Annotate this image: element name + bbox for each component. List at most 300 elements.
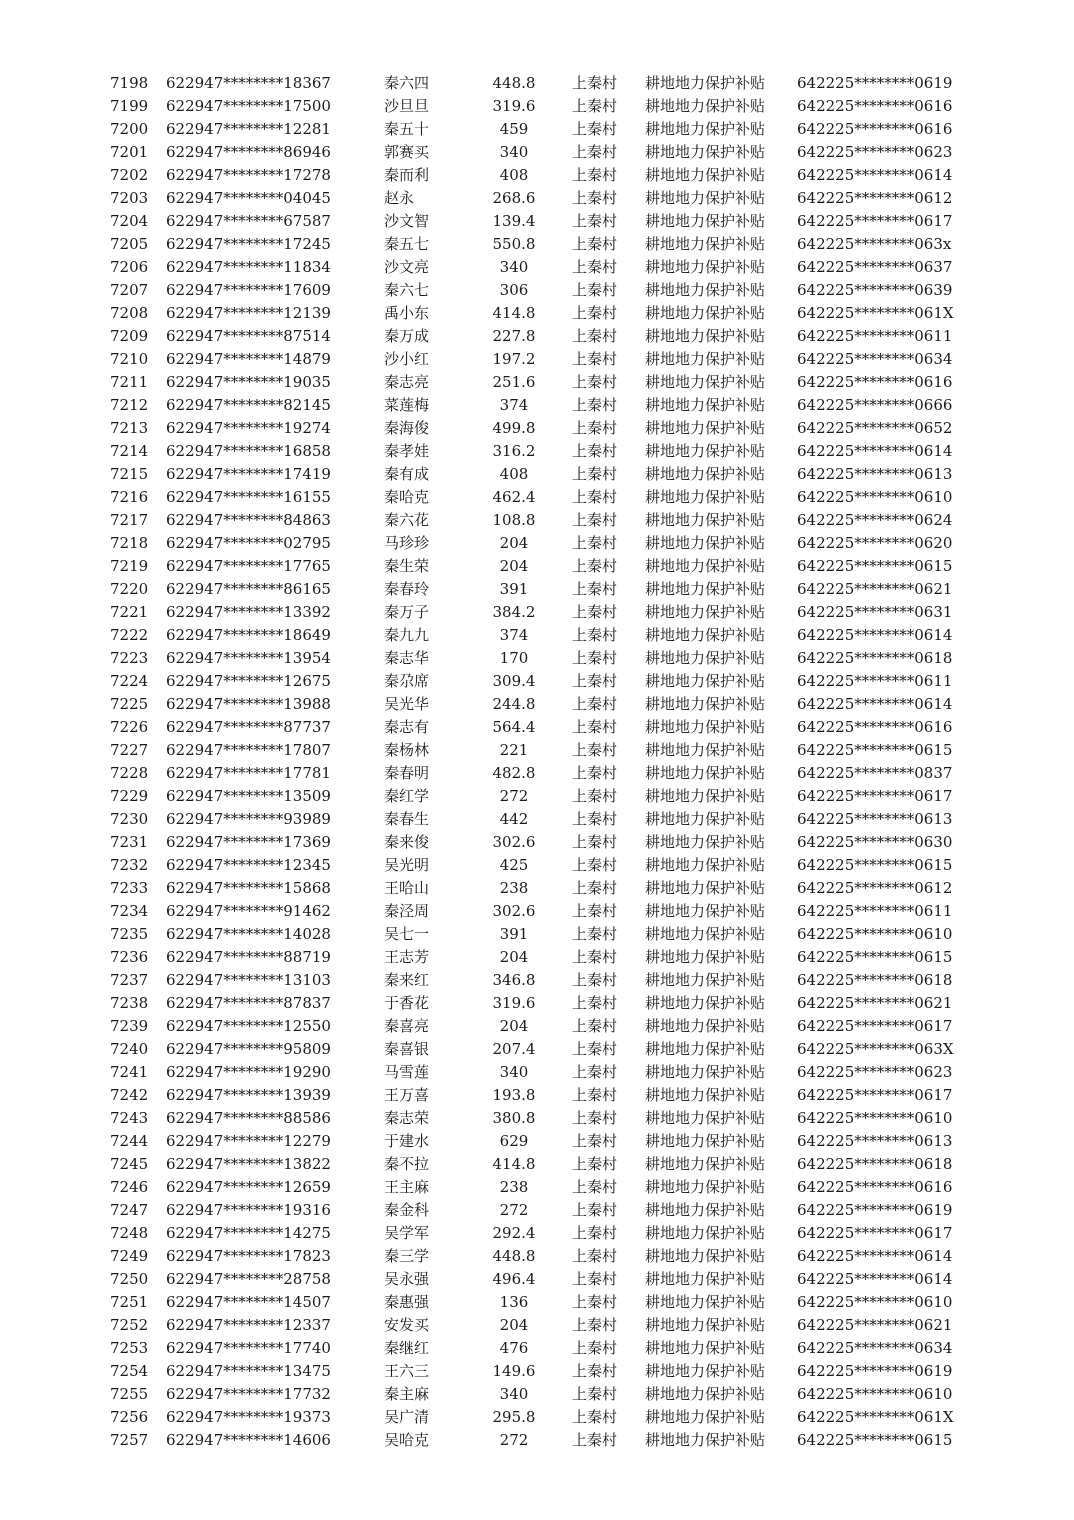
subsidy-amount: 442 bbox=[499, 810, 529, 828]
village: 上秦村 bbox=[572, 1201, 618, 1219]
village: 上秦村 bbox=[572, 1270, 618, 1288]
recipient-name: 秦泾周 bbox=[384, 902, 430, 920]
subsidy-type: 耕地地力保护补贴 bbox=[645, 281, 766, 299]
subsidy-type: 耕地地力保护补贴 bbox=[645, 373, 766, 391]
village: 上秦村 bbox=[572, 603, 618, 621]
recipient-name: 吴光华 bbox=[384, 695, 430, 713]
row-number: 7246 bbox=[110, 1178, 149, 1196]
subsidy-amount: 340 bbox=[499, 1063, 529, 1081]
bank-account: 622947********17609 bbox=[166, 281, 331, 299]
subsidy-type: 耕地地力保护补贴 bbox=[645, 1339, 766, 1357]
table-row bbox=[0, 95, 1074, 118]
subsidy-amount: 272 bbox=[499, 1431, 529, 1449]
recipient-name: 菜莲梅 bbox=[384, 396, 430, 414]
subsidy-type: 耕地地力保护补贴 bbox=[645, 925, 766, 943]
recipient-name: 吴永强 bbox=[384, 1270, 430, 1288]
village: 上秦村 bbox=[572, 994, 618, 1012]
subsidy-amount: 340 bbox=[499, 258, 529, 276]
id-number: 642225********0618 bbox=[797, 971, 953, 989]
recipient-name: 秦万子 bbox=[384, 603, 430, 621]
row-number: 7257 bbox=[110, 1431, 149, 1449]
village: 上秦村 bbox=[572, 649, 618, 667]
row-number: 7202 bbox=[110, 166, 149, 184]
id-number: 642225********061X bbox=[797, 1408, 954, 1426]
village: 上秦村 bbox=[572, 1293, 618, 1311]
bank-account: 622947********17369 bbox=[166, 833, 331, 851]
subsidy-type: 耕地地力保护补贴 bbox=[645, 212, 766, 230]
recipient-name: 禹小东 bbox=[384, 304, 430, 322]
subsidy-type: 耕地地力保护补贴 bbox=[645, 695, 766, 713]
id-number: 642225********063X bbox=[797, 1040, 954, 1058]
row-number: 7215 bbox=[110, 465, 149, 483]
bank-account: 622947********12139 bbox=[166, 304, 331, 322]
subsidy-type: 耕地地力保护补贴 bbox=[645, 258, 766, 276]
bank-account: 622947********88586 bbox=[166, 1109, 331, 1127]
recipient-name: 秦孝娃 bbox=[384, 442, 430, 460]
row-number: 7253 bbox=[110, 1339, 149, 1357]
subsidy-amount: 207.4 bbox=[492, 1040, 536, 1058]
village: 上秦村 bbox=[572, 695, 618, 713]
id-number: 642225********0837 bbox=[797, 764, 953, 782]
bank-account: 622947********82145 bbox=[166, 396, 331, 414]
table-row bbox=[0, 624, 1074, 647]
row-number: 7214 bbox=[110, 442, 149, 460]
subsidy-amount: 204 bbox=[499, 534, 529, 552]
row-number: 7217 bbox=[110, 511, 149, 529]
subsidy-amount: 204 bbox=[499, 1316, 529, 1334]
table-row bbox=[0, 716, 1074, 739]
village: 上秦村 bbox=[572, 419, 618, 437]
village: 上秦村 bbox=[572, 1086, 618, 1104]
subsidy-type: 耕地地力保护补贴 bbox=[645, 1362, 766, 1380]
village: 上秦村 bbox=[572, 580, 618, 598]
row-number: 7254 bbox=[110, 1362, 149, 1380]
row-number: 7251 bbox=[110, 1293, 149, 1311]
recipient-name: 吴广清 bbox=[384, 1408, 430, 1426]
row-number: 7218 bbox=[110, 534, 149, 552]
bank-account: 622947********17500 bbox=[166, 97, 331, 115]
id-number: 642225********0616 bbox=[797, 373, 953, 391]
village: 上秦村 bbox=[572, 810, 618, 828]
row-number: 7200 bbox=[110, 120, 149, 138]
subsidy-amount: 374 bbox=[499, 626, 529, 644]
recipient-name: 沙小红 bbox=[384, 350, 430, 368]
table-row bbox=[0, 187, 1074, 210]
recipient-name: 秦惠强 bbox=[384, 1293, 430, 1311]
id-number: 642225********0652 bbox=[797, 419, 953, 437]
id-number: 642225********0612 bbox=[797, 879, 953, 897]
subsidy-type: 耕地地力保护补贴 bbox=[645, 235, 766, 253]
row-number: 7198 bbox=[110, 74, 149, 92]
subsidy-type: 耕地地力保护补贴 bbox=[645, 350, 766, 368]
table-row bbox=[0, 831, 1074, 854]
bank-account: 622947********18649 bbox=[166, 626, 331, 644]
row-number: 7227 bbox=[110, 741, 149, 759]
subsidy-type: 耕地地力保护补贴 bbox=[645, 1431, 766, 1449]
subsidy-amount: 448.8 bbox=[492, 74, 536, 92]
subsidy-type: 耕地地力保护补贴 bbox=[645, 189, 766, 207]
bank-account: 622947********18367 bbox=[166, 74, 331, 92]
id-number: 642225********0617 bbox=[797, 1017, 953, 1035]
subsidy-type: 耕地地力保护补贴 bbox=[645, 948, 766, 966]
recipient-name: 吴七一 bbox=[384, 925, 430, 943]
table-row bbox=[0, 1291, 1074, 1314]
subsidy-amount: 227.8 bbox=[492, 327, 536, 345]
recipient-name: 吴学军 bbox=[384, 1224, 430, 1242]
row-number: 7228 bbox=[110, 764, 149, 782]
id-number: 642225********0616 bbox=[797, 97, 953, 115]
subsidy-amount: 425 bbox=[499, 856, 529, 874]
recipient-name: 秦杨林 bbox=[384, 741, 430, 759]
village: 上秦村 bbox=[572, 1063, 618, 1081]
recipient-name: 马雪莲 bbox=[384, 1063, 430, 1081]
id-number: 642225********0611 bbox=[797, 672, 953, 690]
subsidy-amount: 197.2 bbox=[492, 350, 536, 368]
id-number: 642225********0611 bbox=[797, 902, 953, 920]
bank-account: 622947********12279 bbox=[166, 1132, 331, 1150]
subsidy-amount: 482.8 bbox=[492, 764, 536, 782]
recipient-name: 秦不拉 bbox=[384, 1155, 430, 1173]
subsidy-amount: 108.8 bbox=[492, 511, 536, 529]
recipient-name: 秦六七 bbox=[384, 281, 430, 299]
recipient-name: 秦红学 bbox=[384, 787, 430, 805]
bank-account: 622947********13939 bbox=[166, 1086, 331, 1104]
recipient-name: 王志芳 bbox=[384, 948, 430, 966]
table-row bbox=[0, 877, 1074, 900]
recipient-name: 秦而利 bbox=[384, 166, 430, 184]
village: 上秦村 bbox=[572, 1178, 618, 1196]
id-number: 642225********0619 bbox=[797, 1362, 953, 1380]
subsidy-amount: 204 bbox=[499, 948, 529, 966]
village: 上秦村 bbox=[572, 465, 618, 483]
table-row bbox=[0, 509, 1074, 532]
table-row bbox=[0, 348, 1074, 371]
village: 上秦村 bbox=[572, 212, 618, 230]
subsidy-amount: 414.8 bbox=[492, 1155, 536, 1173]
id-number: 642225********0610 bbox=[797, 1109, 953, 1127]
row-number: 7216 bbox=[110, 488, 149, 506]
row-number: 7210 bbox=[110, 350, 149, 368]
row-number: 7233 bbox=[110, 879, 149, 897]
subsidy-amount: 238 bbox=[499, 1178, 529, 1196]
subsidy-type: 耕地地力保护补贴 bbox=[645, 1132, 766, 1150]
id-number: 642225********0614 bbox=[797, 442, 953, 460]
bank-account: 622947********17278 bbox=[166, 166, 331, 184]
table-row bbox=[0, 1360, 1074, 1383]
row-number: 7245 bbox=[110, 1155, 149, 1173]
subsidy-type: 耕地地力保护补贴 bbox=[645, 1178, 766, 1196]
row-number: 7248 bbox=[110, 1224, 149, 1242]
village: 上秦村 bbox=[572, 741, 618, 759]
bank-account: 622947********67587 bbox=[166, 212, 331, 230]
recipient-name: 秦春玲 bbox=[384, 580, 430, 598]
village: 上秦村 bbox=[572, 1431, 618, 1449]
subsidy-amount: 448.8 bbox=[492, 1247, 536, 1265]
id-number: 642225********0637 bbox=[797, 258, 953, 276]
bank-account: 622947********16155 bbox=[166, 488, 331, 506]
recipient-name: 赵永 bbox=[384, 189, 415, 207]
subsidy-type: 耕地地力保护补贴 bbox=[645, 1270, 766, 1288]
village: 上秦村 bbox=[572, 1362, 618, 1380]
recipient-name: 郭赛买 bbox=[384, 143, 430, 161]
table-row bbox=[0, 1153, 1074, 1176]
id-number: 642225********0615 bbox=[797, 741, 953, 759]
bank-account: 622947********14275 bbox=[166, 1224, 331, 1242]
table-row bbox=[0, 969, 1074, 992]
village: 上秦村 bbox=[572, 120, 618, 138]
village: 上秦村 bbox=[572, 1385, 618, 1403]
village: 上秦村 bbox=[572, 97, 618, 115]
id-number: 642225********0616 bbox=[797, 1178, 953, 1196]
recipient-name: 王万喜 bbox=[384, 1086, 430, 1104]
recipient-name: 秦五十 bbox=[384, 120, 430, 138]
id-number: 642225********0624 bbox=[797, 511, 953, 529]
row-number: 7252 bbox=[110, 1316, 149, 1334]
table-row bbox=[0, 1130, 1074, 1153]
table-row bbox=[0, 1429, 1074, 1452]
table-row bbox=[0, 854, 1074, 877]
table-row bbox=[0, 923, 1074, 946]
bank-account: 622947********17419 bbox=[166, 465, 331, 483]
subsidy-type: 耕地地力保护补贴 bbox=[645, 465, 766, 483]
row-number: 7241 bbox=[110, 1063, 149, 1081]
subsidy-amount: 564.4 bbox=[492, 718, 536, 736]
recipient-name: 吴光明 bbox=[384, 856, 430, 874]
bank-account: 622947********04045 bbox=[166, 189, 331, 207]
recipient-name: 秦来俊 bbox=[384, 833, 430, 851]
subsidy-amount: 319.6 bbox=[492, 97, 536, 115]
table-row bbox=[0, 739, 1074, 762]
subsidy-type: 耕地地力保护补贴 bbox=[645, 649, 766, 667]
village: 上秦村 bbox=[572, 1224, 618, 1242]
subsidy-amount: 272 bbox=[499, 787, 529, 805]
subsidy-type: 耕地地力保护补贴 bbox=[645, 1224, 766, 1242]
id-number: 642225********0613 bbox=[797, 810, 953, 828]
recipient-name: 秦喜银 bbox=[384, 1040, 430, 1058]
village: 上秦村 bbox=[572, 304, 618, 322]
table-row bbox=[0, 946, 1074, 969]
bank-account: 622947********88719 bbox=[166, 948, 331, 966]
subsidy-amount: 319.6 bbox=[492, 994, 536, 1012]
table-row bbox=[0, 1383, 1074, 1406]
recipient-name: 吴哈克 bbox=[384, 1431, 430, 1449]
subsidy-type: 耕地地力保护补贴 bbox=[645, 327, 766, 345]
subsidy-type: 耕地地力保护补贴 bbox=[645, 1293, 766, 1311]
bank-account: 622947********14606 bbox=[166, 1431, 331, 1449]
bank-account: 622947********17732 bbox=[166, 1385, 331, 1403]
subsidy-type: 耕地地力保护补贴 bbox=[645, 120, 766, 138]
bank-account: 622947********17245 bbox=[166, 235, 331, 253]
recipient-name: 秦六花 bbox=[384, 511, 430, 529]
village: 上秦村 bbox=[572, 948, 618, 966]
subsidy-amount: 193.8 bbox=[492, 1086, 536, 1104]
id-number: 642225********0614 bbox=[797, 695, 953, 713]
subsidy-amount: 139.4 bbox=[492, 212, 536, 230]
row-number: 7219 bbox=[110, 557, 149, 575]
subsidy-amount: 292.4 bbox=[492, 1224, 536, 1242]
recipient-name: 秦春生 bbox=[384, 810, 430, 828]
table-row bbox=[0, 72, 1074, 95]
village: 上秦村 bbox=[572, 327, 618, 345]
subsidy-type: 耕地地力保护补贴 bbox=[645, 994, 766, 1012]
village: 上秦村 bbox=[572, 1109, 618, 1127]
subsidy-amount: 550.8 bbox=[492, 235, 536, 253]
row-number: 7232 bbox=[110, 856, 149, 874]
table-row bbox=[0, 1245, 1074, 1268]
subsidy-type: 耕地地力保护补贴 bbox=[645, 396, 766, 414]
id-number: 642225********0621 bbox=[797, 994, 953, 1012]
table-row bbox=[0, 394, 1074, 417]
village: 上秦村 bbox=[572, 764, 618, 782]
id-number: 642225********0621 bbox=[797, 580, 953, 598]
subsidy-amount: 204 bbox=[499, 557, 529, 575]
recipient-name: 秦海俊 bbox=[384, 419, 430, 437]
bank-account: 622947********86946 bbox=[166, 143, 331, 161]
recipient-name: 秦五七 bbox=[384, 235, 430, 253]
id-number: 642225********0611 bbox=[797, 327, 953, 345]
table-row bbox=[0, 440, 1074, 463]
subsidy-type: 耕地地力保护补贴 bbox=[645, 764, 766, 782]
id-number: 642225********0616 bbox=[797, 718, 953, 736]
subsidy-type: 耕地地力保护补贴 bbox=[645, 1247, 766, 1265]
table-row bbox=[0, 601, 1074, 624]
subsidy-type: 耕地地力保护补贴 bbox=[645, 603, 766, 621]
bank-account: 622947********13475 bbox=[166, 1362, 331, 1380]
row-number: 7239 bbox=[110, 1017, 149, 1035]
bank-account: 622947********16858 bbox=[166, 442, 331, 460]
table-row bbox=[0, 1107, 1074, 1130]
recipient-name: 于建水 bbox=[384, 1132, 430, 1150]
recipient-name: 秦哈克 bbox=[384, 488, 430, 506]
row-number: 7230 bbox=[110, 810, 149, 828]
bank-account: 622947********28758 bbox=[166, 1270, 331, 1288]
id-number: 642225********0610 bbox=[797, 925, 953, 943]
subsidy-type: 耕地地力保护补贴 bbox=[645, 879, 766, 897]
recipient-name: 秦志有 bbox=[384, 718, 430, 736]
village: 上秦村 bbox=[572, 902, 618, 920]
subsidy-type: 耕地地力保护补贴 bbox=[645, 580, 766, 598]
village: 上秦村 bbox=[572, 1155, 618, 1173]
bank-account: 622947********93989 bbox=[166, 810, 331, 828]
row-number: 7212 bbox=[110, 396, 149, 414]
subsidy-type: 耕地地力保护补贴 bbox=[645, 166, 766, 184]
id-number: 642225********0617 bbox=[797, 212, 953, 230]
id-number: 642225********0619 bbox=[797, 74, 953, 92]
id-number: 642225********0618 bbox=[797, 1155, 953, 1173]
bank-account: 622947********17807 bbox=[166, 741, 331, 759]
row-number: 7223 bbox=[110, 649, 149, 667]
subsidy-type: 耕地地力保护补贴 bbox=[645, 810, 766, 828]
id-number: 642225********0614 bbox=[797, 1247, 953, 1265]
id-number: 642225********0634 bbox=[797, 1339, 953, 1357]
subsidy-type: 耕地地力保护补贴 bbox=[645, 1086, 766, 1104]
bank-account: 622947********14507 bbox=[166, 1293, 331, 1311]
recipient-name: 秦六四 bbox=[384, 74, 430, 92]
row-number: 7205 bbox=[110, 235, 149, 253]
village: 上秦村 bbox=[572, 787, 618, 805]
table-row bbox=[0, 762, 1074, 785]
subsidy-amount: 244.8 bbox=[492, 695, 536, 713]
table-row bbox=[0, 325, 1074, 348]
village: 上秦村 bbox=[572, 672, 618, 690]
row-number: 7220 bbox=[110, 580, 149, 598]
row-number: 7204 bbox=[110, 212, 149, 230]
id-number: 642225********0610 bbox=[797, 488, 953, 506]
id-number: 642225********0615 bbox=[797, 948, 953, 966]
village: 上秦村 bbox=[572, 488, 618, 506]
bank-account: 622947********87514 bbox=[166, 327, 331, 345]
id-number: 642225********0615 bbox=[797, 1431, 953, 1449]
id-number: 642225********0631 bbox=[797, 603, 953, 621]
row-number: 7203 bbox=[110, 189, 149, 207]
id-number: 642225********0634 bbox=[797, 350, 953, 368]
table-row bbox=[0, 256, 1074, 279]
recipient-name: 秦主麻 bbox=[384, 1385, 430, 1403]
table-row bbox=[0, 1038, 1074, 1061]
recipient-name: 秦金科 bbox=[384, 1201, 430, 1219]
recipient-name: 沙旦旦 bbox=[384, 97, 430, 115]
bank-account: 622947********13509 bbox=[166, 787, 331, 805]
village: 上秦村 bbox=[572, 718, 618, 736]
subsidy-type: 耕地地力保护补贴 bbox=[645, 511, 766, 529]
table-row bbox=[0, 785, 1074, 808]
village: 上秦村 bbox=[572, 534, 618, 552]
row-number: 7199 bbox=[110, 97, 149, 115]
bank-account: 622947********19035 bbox=[166, 373, 331, 391]
bank-account: 622947********19316 bbox=[166, 1201, 331, 1219]
row-number: 7207 bbox=[110, 281, 149, 299]
village: 上秦村 bbox=[572, 925, 618, 943]
subsidy-type: 耕地地力保护补贴 bbox=[645, 304, 766, 322]
subsidy-amount: 391 bbox=[499, 925, 529, 943]
recipient-name: 王六三 bbox=[384, 1362, 430, 1380]
bank-account: 622947********12345 bbox=[166, 856, 331, 874]
subsidy-type: 耕地地力保护补贴 bbox=[645, 626, 766, 644]
id-number: 642225********0614 bbox=[797, 166, 953, 184]
id-number: 642225********0610 bbox=[797, 1293, 953, 1311]
id-number: 642225********0620 bbox=[797, 534, 953, 552]
subsidy-type: 耕地地力保护补贴 bbox=[645, 143, 766, 161]
subsidy-amount: 340 bbox=[499, 1385, 529, 1403]
subsidy-amount: 238 bbox=[499, 879, 529, 897]
subsidy-amount: 170 bbox=[499, 649, 529, 667]
subsidy-type: 耕地地力保护补贴 bbox=[645, 1040, 766, 1058]
subsidy-type: 耕地地力保护补贴 bbox=[645, 672, 766, 690]
bank-account: 622947********19290 bbox=[166, 1063, 331, 1081]
subsidy-type: 耕地地力保护补贴 bbox=[645, 1017, 766, 1035]
bank-account: 622947********19373 bbox=[166, 1408, 331, 1426]
subsidy-type: 耕地地力保护补贴 bbox=[645, 74, 766, 92]
subsidy-type: 耕地地力保护补贴 bbox=[645, 718, 766, 736]
subsidy-type: 耕地地力保护补贴 bbox=[645, 1385, 766, 1403]
row-number: 7235 bbox=[110, 925, 149, 943]
bank-account: 622947********17765 bbox=[166, 557, 331, 575]
table-row bbox=[0, 371, 1074, 394]
table-row bbox=[0, 118, 1074, 141]
village: 上秦村 bbox=[572, 258, 618, 276]
recipient-name: 秦尕席 bbox=[384, 672, 430, 690]
subsidy-type: 耕地地力保护补贴 bbox=[645, 1316, 766, 1334]
bank-account: 622947********87837 bbox=[166, 994, 331, 1012]
bank-account: 622947********12550 bbox=[166, 1017, 331, 1035]
village: 上秦村 bbox=[572, 143, 618, 161]
subsidy-amount: 295.8 bbox=[492, 1408, 536, 1426]
table-row bbox=[0, 808, 1074, 831]
village: 上秦村 bbox=[572, 1017, 618, 1035]
table-row bbox=[0, 1314, 1074, 1337]
village: 上秦村 bbox=[572, 396, 618, 414]
id-number: 642225********0617 bbox=[797, 1224, 953, 1242]
